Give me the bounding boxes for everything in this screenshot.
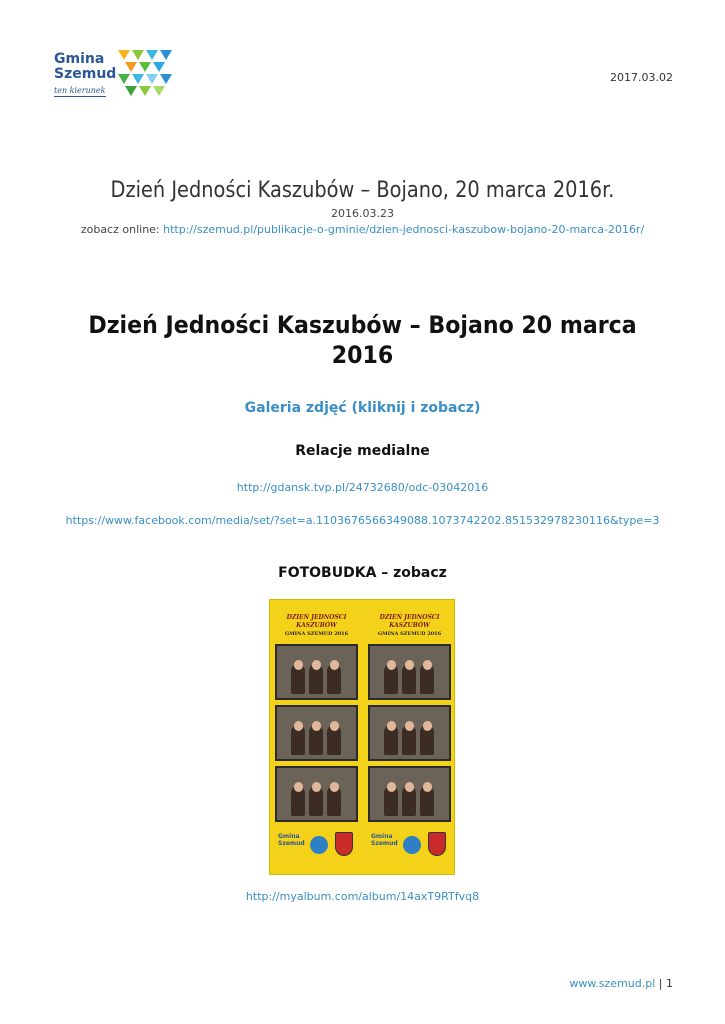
logo-tagline: ten kierunek xyxy=(54,86,106,95)
crest-icon xyxy=(335,832,353,856)
gmina-szemud-logo xyxy=(54,48,184,108)
footer-site-link[interactable]: www.szemud.pl xyxy=(569,977,656,990)
strip-footer xyxy=(369,828,450,870)
photo-strip-left xyxy=(270,600,363,876)
footer-separator: | xyxy=(655,977,666,990)
facebook-link[interactable]: https://www.facebook.com/media/set/?set=a.1103676566349088.1073742202.851532978230116&type=3 xyxy=(65,514,660,527)
article-heading: Dzień Jedności Kaszubów – Bojano 20 marca 2016 xyxy=(88,311,637,369)
strip-logo: Gmina Szemud xyxy=(371,833,398,847)
strip-subtitle: GMINA SZEMUD 2016 xyxy=(284,631,349,637)
page-number: 1 xyxy=(666,977,673,990)
logo-line-2: Szemud xyxy=(54,66,117,82)
photo-frame xyxy=(368,705,451,761)
header-date: 2017.03.02 xyxy=(610,71,673,84)
strip-title-2: KASZUBÓW xyxy=(389,622,430,629)
photo-frame xyxy=(275,644,358,700)
flower-icon xyxy=(310,836,328,854)
strip-subtitle: GMINA SZEMUD 2016 xyxy=(377,631,442,637)
flower-icon xyxy=(403,836,421,854)
strip-footer xyxy=(276,828,357,870)
photo-frame xyxy=(275,705,358,761)
photo-strip-right xyxy=(363,600,456,876)
logo-text xyxy=(54,52,116,82)
document-title: Dzień Jedności Kaszubów – Bojano, 20 marca 2016r. xyxy=(110,178,615,203)
photo-frame xyxy=(368,644,451,700)
album-link[interactable]: http://myalbum.com/album/14axT9RTfvq8 xyxy=(245,890,480,903)
online-url-link[interactable]: http://szemud.pl/publikacje-o-gminie/dzien-jednosci-kaszubow-bojano-20-marca-2016r/ xyxy=(163,223,645,236)
strip-header xyxy=(369,606,450,640)
relacje-heading: Relacje medialne xyxy=(295,443,430,459)
crest-icon xyxy=(428,832,446,856)
strip-header xyxy=(276,606,357,640)
photo-frame xyxy=(368,766,451,822)
strip-title-2: KASZUBÓW xyxy=(296,622,337,629)
logo-line-1: Gmina xyxy=(54,51,105,67)
tvp-link[interactable]: http://gdansk.tvp.pl/24732680/odc-03042016 xyxy=(236,481,489,494)
strip-logo: Gmina Szemud xyxy=(278,833,305,847)
gallery-link[interactable]: Galeria zdjęć (kliknij i zobacz) xyxy=(244,400,481,416)
online-label: zobacz online: xyxy=(80,223,164,236)
logo-triangles-icon xyxy=(118,48,174,100)
fotobudka-heading: FOTOBUDKA – zobacz xyxy=(278,565,447,581)
photo-frame xyxy=(275,766,358,822)
strip-title-1: DZIEŃ JEDNOŚCI xyxy=(379,614,440,621)
page-footer xyxy=(569,977,673,990)
fotobudka-photo[interactable] xyxy=(269,599,455,875)
document-date: 2016.03.23 xyxy=(331,207,394,220)
online-line xyxy=(0,223,725,236)
strip-title-1: DZIEŃ JEDNOŚCI xyxy=(286,614,347,621)
